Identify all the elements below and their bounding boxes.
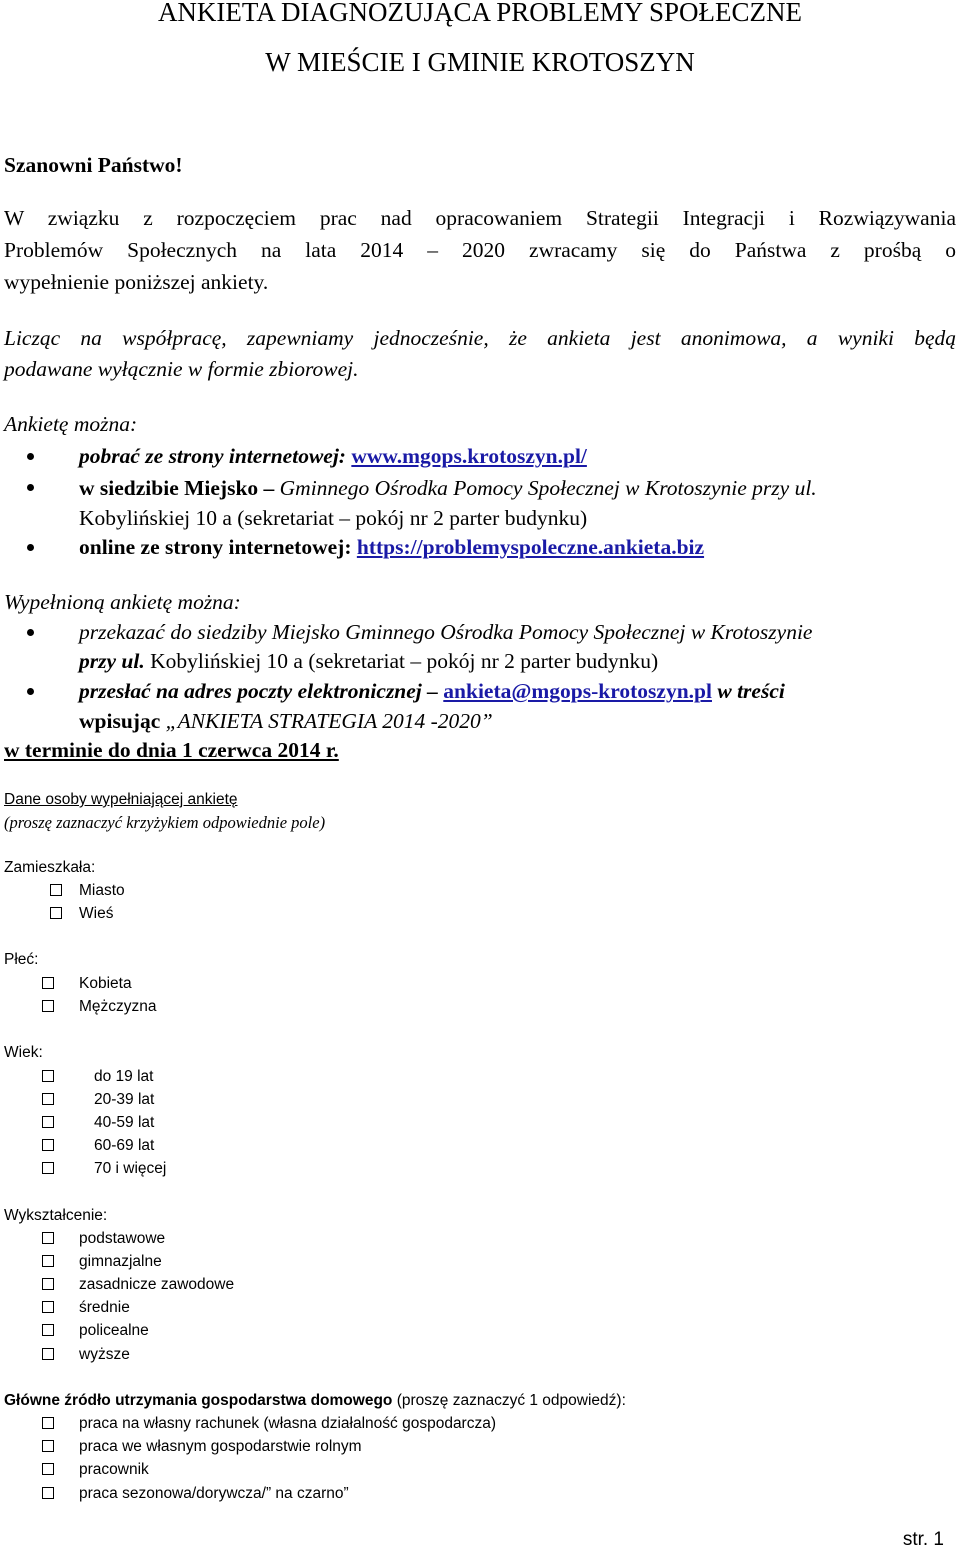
return-survey-item-1-text-b: Kobylińskiej 10 a (sekretariat – pokój nr 2 parter budynku) [150,649,659,673]
age-label: Wiek: [4,1044,43,1061]
sex-label: Płeć: [4,951,39,968]
option-edu-3: zasadnicze zawodowe [79,1276,235,1293]
checkbox-age-1[interactable] [42,1070,54,1082]
income-label-main: Główne źródło utrzymania gospodarstwa domowego [4,1392,393,1409]
checkbox-mezczyzna[interactable] [42,1000,54,1012]
intro-line-3: wypełnienie poniższej ankiety. [4,270,269,294]
deadline: w terminie do dnia 1 czerwca 2014 r. [4,738,339,762]
return-survey-item-2-text: przesłać na adres poczty elektronicznej – [79,679,444,703]
option-income-4: praca sezonowa/dorywcza/” na czarno” [79,1485,349,1502]
get-survey-heading: Ankietę można: [4,412,138,436]
intro-line-1: W związku z rozpoczęciem prac nad opracowaniem Strategii Integracji i Rozwiązywania [4,206,956,230]
bullet-icon [27,544,34,551]
option-mezczyzna: Mężczyzna [79,998,157,1015]
bullet-icon [27,453,34,460]
checkbox-age-5[interactable] [42,1162,54,1174]
option-age-1: do 19 lat [94,1068,154,1085]
option-edu-1: podstawowe [79,1230,166,1247]
return-survey-item-1-text-a: przy ul. [79,649,151,673]
page-title-line-1: ANKIETA DIAGNOZUJĄCA PROBLEMY SPOŁECZNE [157,0,803,27]
checkbox-income-2[interactable] [42,1440,54,1452]
return-survey-item-2-text-c: wpisując [79,709,166,733]
get-survey-item-2-text-b: Gminnego Ośrodka Pomocy Społecznej w Krotoszynie przy ul. [279,476,817,500]
option-edu-6: wyższe [79,1346,130,1363]
option-age-2: 20-39 lat [94,1091,155,1108]
get-survey-item-1 [79,441,587,471]
checkbox-age-3[interactable] [42,1116,54,1128]
checkbox-edu-1[interactable] [42,1232,54,1244]
online-survey-link[interactable]: https://problemyspoleczne.ankieta.biz [356,535,705,559]
option-age-5: 70 i więcej [94,1160,167,1177]
checkbox-income-3[interactable] [42,1463,54,1475]
income-label-note: (proszę zaznaczyć 1 odpowiedź): [392,1392,626,1409]
page-number: str. 1 [902,1529,944,1550]
checkbox-edu-3[interactable] [42,1278,54,1290]
option-edu-2: gimnazjalne [79,1253,162,1270]
option-miasto: Miasto [79,882,125,899]
return-survey-item-1-line-1: przekazać do siedziby Miejsko Gminnego Ośrodka Pomocy Społecznej w Krotoszynie [79,620,813,644]
option-kobieta: Kobieta [79,975,132,992]
intro-line-2: Problemów Społecznych na lata 2014 – 2020 zwracamy się do Państwa z prośbą o [4,238,956,262]
option-age-4: 60-69 lat [94,1137,155,1154]
get-survey-item-1-text: pobrać ze strony internetowej: [79,444,352,468]
get-survey-item-2-line-1 [79,473,817,503]
option-income-1: praca na własny rachunek (własna działalność gospodarcza) [79,1415,497,1432]
checkbox-wies[interactable] [50,907,62,919]
get-survey-item-3-text: online ze strony internetowej: [79,535,357,559]
email-link[interactable]: ankieta@mgops-krotoszyn.pl [443,679,712,703]
bullet-icon [27,688,34,695]
income-label [4,1389,626,1412]
anonymity-line-1: Licząc na współpracę, zapewniamy jednocześnie, że ankieta jest anonimowa, a wyniki będą [4,326,956,350]
checkbox-edu-5[interactable] [42,1324,54,1336]
return-survey-item-1-line-2 [79,646,658,676]
get-survey-item-2-text-a: w siedzibie Miejsko – [79,476,280,500]
checkbox-edu-2[interactable] [42,1255,54,1267]
checkbox-miasto[interactable] [50,884,62,896]
bullet-icon [27,484,34,491]
education-label: Wykształcenie: [4,1207,108,1224]
option-edu-4: średnie [79,1299,130,1316]
checkbox-age-4[interactable] [42,1139,54,1151]
residence-label: Zamieszkała: [4,859,96,876]
page-title-line-2: W MIEŚCIE I GMINIE KROTOSZYN [265,47,695,77]
bullet-icon [27,629,34,636]
return-survey-item-2-after: w treści [711,679,785,703]
strategy-subject-text: „ANKIETA STRATEGIA 2014 -2020” [165,709,493,733]
checkbox-edu-4[interactable] [42,1301,54,1313]
checkbox-age-2[interactable] [42,1093,54,1105]
return-survey-item-2-line-2 [79,706,493,736]
anonymity-line-2: podawane wyłącznie w formie zbiorowej. [4,357,359,381]
checkbox-income-4[interactable] [42,1487,54,1499]
option-wies: Wieś [79,905,114,922]
option-income-3: pracownik [79,1461,149,1478]
respondent-instruction: (proszę zaznaczyć krzyżykiem odpowiednie pole) [4,813,326,832]
respondent-heading: Dane osoby wypełniającej ankietę [4,791,238,808]
return-survey-item-2-line-1 [79,676,785,706]
checkbox-kobieta[interactable] [42,977,54,989]
option-edu-5: policealne [79,1322,149,1339]
return-survey-heading: Wypełnioną ankietę można: [4,590,241,614]
get-survey-item-3 [79,532,704,562]
checkbox-edu-6[interactable] [42,1348,54,1360]
mgops-website-link[interactable]: www.mgops.krotoszyn.pl/ [351,444,587,468]
option-income-2: praca we własnym gospodarstwie rolnym [79,1438,362,1455]
greeting: Szanowni Państwo! [4,153,183,177]
option-age-3: 40-59 lat [94,1114,155,1131]
checkbox-income-1[interactable] [42,1417,54,1429]
get-survey-item-2-line-2: Kobylińskiej 10 a (sekretariat – pokój nr 2 parter budynku) [79,506,588,530]
